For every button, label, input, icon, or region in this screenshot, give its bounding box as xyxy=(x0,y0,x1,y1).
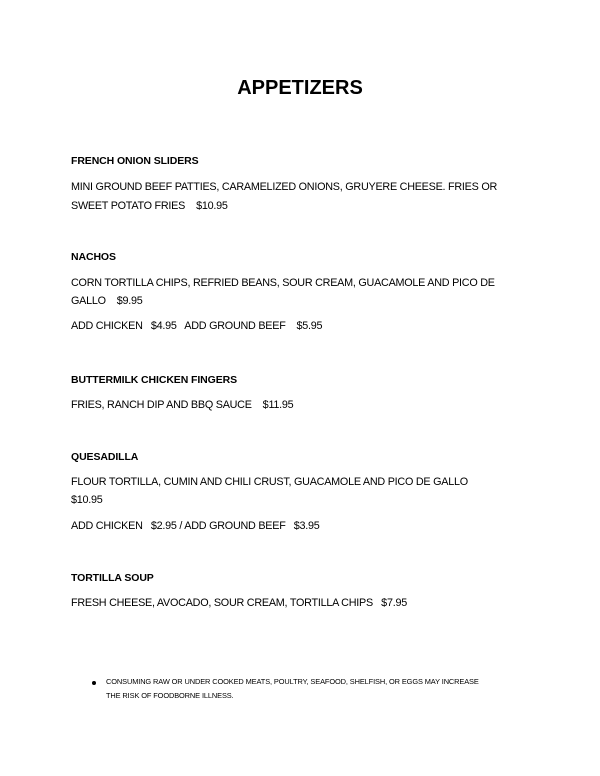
item-description: GALLO $9.95 xyxy=(71,295,143,307)
item-description: FLOUR TORTILLA, CUMIN AND CHILI CRUST, GUACAMOLE AND PICO DE GALLO xyxy=(71,476,468,488)
item-name: FRENCH ONION SLIDERS xyxy=(71,155,199,167)
item-name: TORTILLA SOUP xyxy=(71,572,154,584)
item-name: QUESADILLA xyxy=(71,451,139,463)
item-name: BUTTERMILK CHICKEN FINGERS xyxy=(71,374,237,386)
item-description: SWEET POTATO FRIES $10.95 xyxy=(71,200,228,212)
item-addon: ADD CHICKEN $4.95 ADD GROUND BEEF $5.95 xyxy=(71,320,323,332)
item-description: MINI GROUND BEEF PATTIES, CARAMELIZED ONIONS, GRUYERE CHEESE. FRIES OR xyxy=(71,181,498,193)
footnote: THE RISK OF FOODBORNE ILLNESS. xyxy=(106,691,234,700)
bullet-icon xyxy=(92,681,96,685)
item-description: FRESH CHEESE, AVOCADO, SOUR CREAM, TORTILLA CHIPS $7.95 xyxy=(71,597,407,609)
page-title: APPETIZERS xyxy=(237,77,363,99)
item-description: CORN TORTILLA CHIPS, REFRIED BEANS, SOUR CREAM, GUACAMOLE AND PICO DE xyxy=(71,277,495,289)
item-description: $10.95 xyxy=(71,494,103,506)
footnote: CONSUMING RAW OR UNDER COOKED MEATS, POULTRY, SEAFOOD, SHELFISH, OR EGGS MAY INCREASE xyxy=(106,677,479,686)
item-description: FRIES, RANCH DIP AND BBQ SAUCE $11.95 xyxy=(71,399,294,411)
item-name: NACHOS xyxy=(71,251,116,263)
item-addon: ADD CHICKEN $2.95 / ADD GROUND BEEF $3.95 xyxy=(71,520,320,532)
